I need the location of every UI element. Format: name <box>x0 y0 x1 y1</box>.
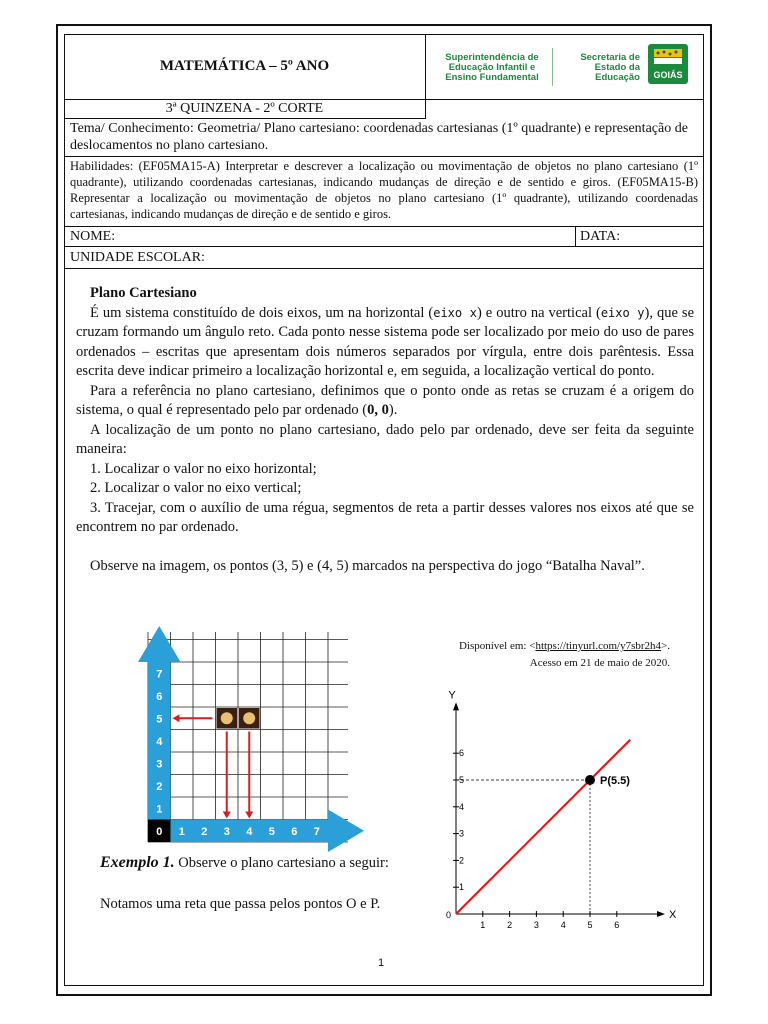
y-axis-arrow <box>138 626 181 662</box>
down-arrow-head <box>223 812 231 819</box>
access-date: Acesso em 21 de maio de 2020. <box>529 657 670 669</box>
x-tick-label: 5 <box>587 920 593 930</box>
logo-secretaria: Secretaria de Estado da Educação <box>580 52 640 83</box>
y-axis-arrowhead <box>453 702 459 710</box>
origin-label: 0 <box>446 910 452 920</box>
tema-row: Tema/ Conhecimento: Geometria/ Plano cartesiano: coordenadas cartesianas (1º quadrante) e representação de deslocamentos no plano cartesiano. <box>64 119 704 157</box>
x-axis-label: 6 <box>291 825 298 838</box>
origin-pair: 0, 0 <box>367 402 389 418</box>
battleship-axes <box>138 626 364 852</box>
point-p <box>585 775 595 785</box>
x-axis-label: 4 <box>246 825 253 838</box>
source-link[interactable]: https://tinyurl.com/y7sbr2h4 <box>535 640 662 652</box>
left-arrow-head <box>173 714 180 722</box>
exemplo-1: Exemplo 1. Observe o plano cartesiano a seguir: <box>100 854 389 871</box>
goias-stars-icon <box>648 46 688 72</box>
section-title: Plano Cartesiano <box>90 285 197 301</box>
eixo-x-term: eixo x <box>433 305 477 320</box>
x-axis-label: 0 <box>156 825 163 838</box>
y-axis-label: 3 <box>156 758 163 771</box>
x-axis-label: X <box>669 909 677 921</box>
down-arrow-head <box>245 812 253 819</box>
x-tick-label: 3 <box>533 920 539 930</box>
y-axis-label: 1 <box>156 803 163 816</box>
x-tick-label: 4 <box>560 920 566 930</box>
image-source: Disponível em: <https://tinyurl.com/y7sbr2h4>. Acesso em 21 de maio de 2020. <box>420 638 670 672</box>
main-text <box>76 284 694 576</box>
y-tick-label: 4 <box>459 801 465 812</box>
battleship-grid-lines <box>148 632 348 842</box>
subject-title: MATEMÁTICA – 5º ANO <box>64 34 426 100</box>
goias-logo-text: GOIÁS <box>653 70 683 80</box>
exemplo-label: Exemplo 1. <box>100 854 175 871</box>
step-2: 2. Localizar o valor no eixo vertical; <box>90 480 302 496</box>
explosion-burst <box>221 712 233 724</box>
x-axis-arrowhead <box>657 911 665 917</box>
y-tick-label: 5 <box>459 775 465 785</box>
y-tick-label: 6 <box>459 748 465 759</box>
y-tick-label: 1 <box>459 882 465 893</box>
step-3: 3. Tracejar, com o auxílio de uma régua, segmentos de reta a partir desses valores nos eixos até que se encontrem no par ordenado. <box>76 499 694 535</box>
quinzena-label: 3ª QUINZENA - 2º CORTE <box>64 100 426 119</box>
chart-series <box>456 740 630 914</box>
y-tick-label: 2 <box>459 855 465 866</box>
x-tick-label: 6 <box>614 920 620 930</box>
battleship-grid-figure <box>140 610 380 840</box>
y-axis-label: 7 <box>156 668 163 681</box>
chart-axes <box>446 689 677 921</box>
step-1: 1. Localizar o valor no eixo horizontal; <box>90 460 317 477</box>
paragraph-4: Observe na imagem, os pontos (3, 5) e (4, 5) marcados na perspectiva do jogo “Batalha Naval”. <box>90 557 645 574</box>
unidade-escolar-field[interactable]: UNIDADE ESCOLAR: <box>64 247 704 269</box>
x-axis-label: 2 <box>201 825 208 838</box>
paragraph-3: A localização de um ponto no plano cartesiano, dado pelo par ordenado, deve ser feita da seguinte maneira: <box>76 421 694 457</box>
y-axis-label: Y <box>448 689 456 702</box>
nota-text: Notamos uma reta que passa pelos pontos O e P. <box>100 896 381 912</box>
page-number: 1 <box>378 957 385 969</box>
x-axis-label: 5 <box>268 825 275 838</box>
nome-field[interactable]: NOME: <box>64 227 576 247</box>
cartesian-chart <box>418 689 678 946</box>
point-p-label: P(5.5) <box>600 775 630 787</box>
habilidades-row: Habilidades: (EF05MA15-A) Interpretar e descrever a localização ou movimentação de objetos no plano cartesiano (1º quadrante), utilizando coordenadas cartesianas, indicando mudanças de direção e de sentido e giros. (EF05MA15-B) Representar a localização ou movimentação de objetos no plano cartesiano (1º quadrante), utilizando coordenadas cartesianas, indicando mudanças de direção e de sentido e giros. <box>64 157 704 227</box>
y-axis-label: 4 <box>156 735 163 748</box>
battleship-marks <box>173 708 260 819</box>
logo-superintendencia: Superintendência de Educação Infantil e Ensino Fundamental <box>445 52 539 83</box>
paragraph-2: Para a referência no plano cartesiano, definimos que o ponto onde as retas se cruzam é a origem do sistema, o qual é representado pelo par ordenado (0, 0). <box>76 382 694 418</box>
data-field[interactable]: DATA: <box>576 227 704 247</box>
paragraph-1: É um sistema constituído de dois eixos, um na horizontal (eixo x) e outro na vertical (eixo y), que se cruzam formando um ângulo reto. Cada ponto nesse sistema pode ser localizado por meio do uso de pares ordenados – escritas que apresentam dois números separados por vírgula, entre dois parêntesis. Essa escrita deve indicar primeiro a localização horizontal e, em seguida, a localização vertical do ponto. <box>76 304 695 379</box>
x-tick-label: 2 <box>507 920 513 930</box>
y-tick-label: 3 <box>459 828 465 839</box>
x-axis-label: 1 <box>178 825 185 838</box>
x-tick-label: 1 <box>480 920 486 930</box>
y-axis-label: 5 <box>156 713 163 726</box>
series-line-op <box>456 740 630 914</box>
x-axis-label: 7 <box>313 825 320 838</box>
y-axis-label: 2 <box>156 780 163 793</box>
explosion-burst <box>243 712 255 724</box>
logo-divider <box>552 48 553 86</box>
goias-logo <box>648 44 688 84</box>
x-axis-label: 3 <box>223 825 230 838</box>
y-axis-label: 6 <box>156 690 163 703</box>
eixo-y-term: eixo y <box>600 305 645 320</box>
